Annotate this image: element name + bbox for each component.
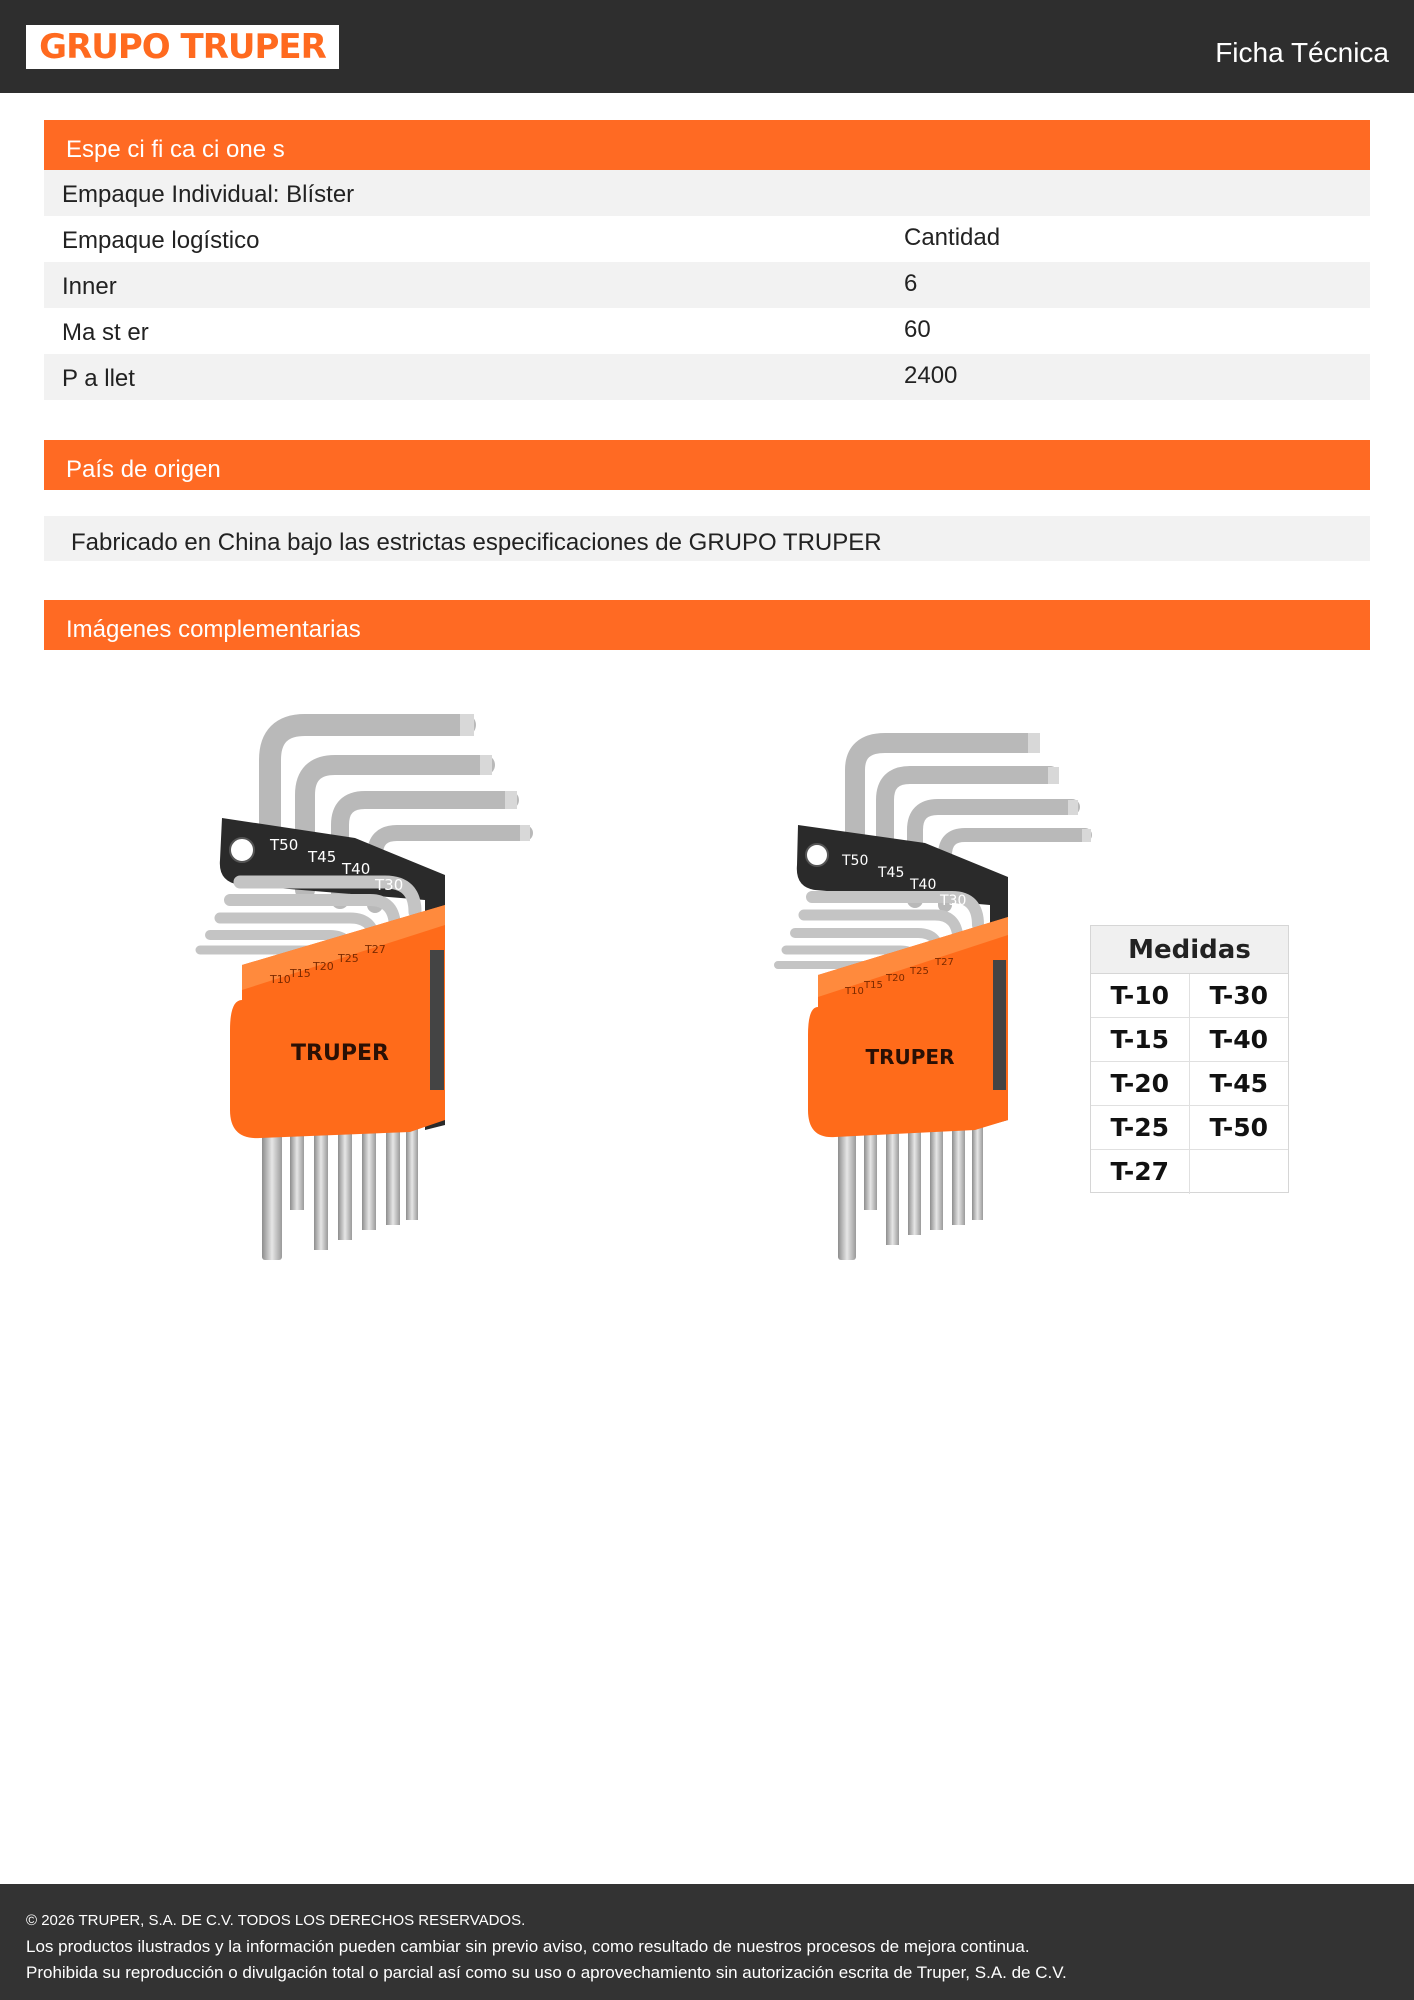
packaging-type: Ma st er bbox=[62, 319, 149, 346]
packaging-quantity: 6 bbox=[904, 270, 918, 297]
measure-cell: T-45 bbox=[1209, 1069, 1269, 1098]
key-label: T40 bbox=[342, 860, 371, 878]
table-row bbox=[44, 308, 1370, 354]
key-label: T10 bbox=[270, 973, 291, 986]
table-row bbox=[44, 262, 1370, 308]
key-label: T10 bbox=[845, 986, 864, 997]
packaging-quantity: 2400 bbox=[904, 362, 958, 389]
key-label: T30 bbox=[375, 876, 404, 894]
disclaimer-line-1: Los productos ilustrados y la información pueden cambiar sin previo aviso, como resultado de nuestros procesos de mejora continua. bbox=[26, 1937, 1030, 1956]
logo-text: GRUPO TRUPER bbox=[39, 27, 326, 67]
individual-packaging-text: Empaque Individual: Blíster bbox=[62, 181, 355, 208]
key-label: T25 bbox=[910, 966, 929, 977]
page-header bbox=[0, 0, 1414, 93]
key-label: T50 bbox=[842, 853, 869, 869]
brand-label: TRUPER bbox=[291, 1041, 389, 1066]
key-label: T15 bbox=[290, 967, 311, 980]
table-row bbox=[44, 354, 1370, 400]
brand-label: TRUPER bbox=[865, 1045, 955, 1069]
key-label: T15 bbox=[864, 980, 883, 991]
table-row bbox=[1091, 1062, 1288, 1106]
key-label: T20 bbox=[313, 960, 334, 973]
key-label: T50 bbox=[270, 836, 299, 854]
packaging-type: P a llet bbox=[62, 365, 135, 392]
measure-cell: T-30 bbox=[1209, 981, 1269, 1010]
measures-table bbox=[1090, 925, 1289, 1193]
measure-cell: T-15 bbox=[1091, 1018, 1190, 1061]
key-label: T45 bbox=[878, 865, 905, 881]
measure-cell: T-20 bbox=[1091, 1062, 1190, 1105]
measure-cell: T-27 bbox=[1091, 1150, 1190, 1194]
logistic-header-row bbox=[44, 216, 1370, 262]
key-label: T25 bbox=[338, 952, 359, 965]
page-footer bbox=[0, 1884, 1414, 2000]
document-title: Ficha Técnica bbox=[1215, 37, 1389, 68]
specs-section-title: Espe ci fi ca ci one s bbox=[44, 120, 1370, 170]
copyright-text: © 2026 TRUPER, S.A. DE C.V. TODOS LOS DERECHOS RESERVADOS. bbox=[26, 1912, 526, 1929]
table-row bbox=[1091, 1150, 1288, 1194]
origin-section-title: País de origen bbox=[44, 440, 1370, 490]
key-label: T20 bbox=[886, 973, 905, 984]
individual-packaging-row bbox=[44, 170, 1370, 216]
disclaimer-line-2: Prohibida su reproducción o divulgación total o parcial así como su uso o aprovechamiento sin autorización escrita de Truper, S.A. de C.V. bbox=[26, 1963, 1067, 1982]
measure-cell: T-50 bbox=[1209, 1113, 1269, 1142]
table-row bbox=[1091, 1106, 1288, 1150]
key-label: T45 bbox=[308, 848, 337, 866]
packaging-quantity: 60 bbox=[904, 316, 931, 343]
key-label: T40 bbox=[910, 877, 937, 893]
packaging-type: Inner bbox=[62, 273, 117, 300]
measure-cell: T-40 bbox=[1209, 1025, 1269, 1054]
product-image-main bbox=[180, 700, 560, 1280]
key-label: T27 bbox=[365, 943, 386, 956]
key-label: T27 bbox=[935, 957, 954, 968]
logistic-label: Empaque logístico bbox=[62, 227, 260, 254]
images-section-title: Imágenes complementarias bbox=[44, 600, 1370, 650]
quantity-label: Cantidad bbox=[904, 224, 1001, 251]
measure-cell: T-10 bbox=[1091, 974, 1190, 1017]
table-row bbox=[1091, 974, 1288, 1018]
key-label: T30 bbox=[940, 893, 967, 909]
table-row bbox=[1091, 1018, 1288, 1062]
measures-title: Medidas bbox=[1091, 926, 1288, 974]
measure-cell bbox=[1190, 1150, 1289, 1194]
origin-text: Fabricado en China bajo las estrictas especificaciones de GRUPO TRUPER bbox=[44, 516, 1370, 561]
product-image-secondary bbox=[760, 725, 1100, 1275]
measure-cell: T-25 bbox=[1091, 1106, 1190, 1149]
grupo-truper-logo bbox=[26, 25, 339, 69]
